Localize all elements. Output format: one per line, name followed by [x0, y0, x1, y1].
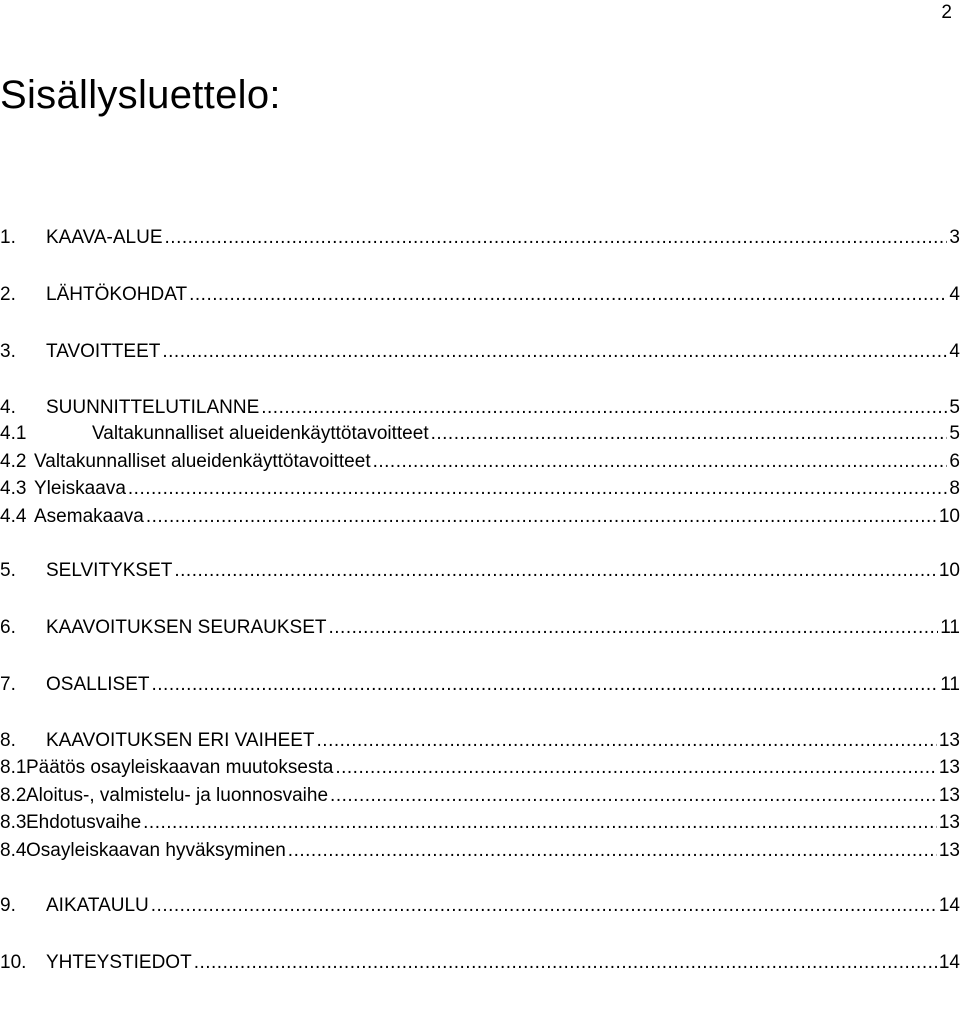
toc-entry-10[interactable]	[0, 951, 960, 975]
toc-entry-8-2[interactable]	[0, 784, 960, 808]
toc-entry-number: 4.	[0, 397, 16, 418]
toc-entry-title: Valtakunnalliset alueidenkäyttötavoitteet	[92, 423, 429, 444]
toc-leader-dots	[317, 729, 937, 753]
toc-entry-4-2[interactable]	[0, 450, 960, 474]
toc-entry-page: 14	[938, 895, 960, 916]
toc-entry-number: 8.4	[0, 840, 27, 861]
toc-leader-dots	[373, 450, 948, 474]
toc-entry-page: 13	[938, 840, 960, 861]
toc-entry-title: Asemakaava	[34, 506, 144, 527]
toc-entry-page: 5	[949, 397, 960, 418]
toc-entry-page: 4	[949, 341, 960, 362]
toc-title: Sisällysluettelo:	[0, 73, 281, 117]
toc-entry-page: 13	[938, 785, 960, 806]
toc-entry-7[interactable]	[0, 673, 960, 697]
toc-entry-9[interactable]	[0, 894, 960, 918]
toc-leader-dots	[146, 505, 937, 529]
toc-entry-page: 5	[949, 423, 960, 444]
toc-entry-page: 8	[949, 478, 960, 499]
toc-entry-number: 8.2	[0, 785, 27, 806]
toc-leader-dots	[165, 226, 948, 250]
toc-entry-8-4[interactable]	[0, 839, 960, 863]
toc-entry-number: 4.1	[0, 423, 27, 444]
toc-entry-title: Valtakunnalliset alueidenkäyttötavoitteet	[34, 451, 371, 472]
toc-leader-dots	[189, 283, 947, 307]
toc-entry-title: Ehdotusvaihe	[26, 812, 142, 833]
toc-entry-4[interactable]	[0, 396, 960, 420]
toc-entry-8[interactable]	[0, 729, 960, 753]
toc-entry-title: Osayleiskaavan hyväksyminen	[26, 840, 286, 861]
toc-entry-6[interactable]	[0, 616, 960, 640]
toc-entry-title: TAVOITTEET	[46, 341, 161, 362]
toc-leader-dots	[151, 894, 937, 918]
toc-entry-title: Yleiskaava	[34, 478, 126, 499]
toc-entry-page: 6	[949, 451, 960, 472]
toc-leader-dots	[261, 396, 947, 420]
toc-entry-title: SUUNNITTELUTILANNE	[46, 397, 260, 418]
toc-entry-1[interactable]	[0, 226, 960, 250]
toc-entry-number: 2.	[0, 284, 16, 305]
toc-entry-number: 6.	[0, 617, 16, 638]
toc-entry-number: 3.	[0, 341, 16, 362]
toc-leader-dots	[152, 673, 939, 697]
toc-entry-number: 7.	[0, 674, 16, 695]
toc-leader-dots	[288, 839, 937, 863]
toc-entry-8-1[interactable]	[0, 756, 960, 780]
toc-entry-8-3[interactable]	[0, 811, 960, 835]
toc-entry-page: 10	[938, 506, 960, 527]
toc-leader-dots	[330, 784, 937, 808]
toc-entry-title: KAAVOITUKSEN ERI VAIHEET	[46, 730, 315, 751]
toc-entry-number: 5.	[0, 560, 16, 581]
toc-entry-page: 13	[938, 757, 960, 778]
toc-entry-3[interactable]	[0, 340, 960, 364]
toc-entry-4-3[interactable]	[0, 477, 960, 501]
toc-entry-title: KAAVA-ALUE	[46, 227, 163, 248]
toc-entry-title: OSALLISET	[46, 674, 150, 695]
toc-leader-dots	[174, 559, 937, 583]
toc-entry-4-1[interactable]	[0, 422, 960, 446]
toc-entry-page: 4	[949, 284, 960, 305]
toc-entry-number: 4.3	[0, 478, 27, 499]
toc-entry-title: KAAVOITUKSEN SEURAUKSET	[46, 617, 327, 638]
toc-entry-page: 11	[940, 617, 960, 638]
toc-entry-page: 11	[940, 674, 960, 695]
toc-leader-dots	[431, 422, 948, 446]
toc-entry-number: 10.	[0, 952, 27, 973]
page-number: 2	[941, 2, 952, 23]
toc-entry-number: 8.	[0, 730, 16, 751]
toc-entry-page: 14	[938, 952, 960, 973]
toc-entry-5[interactable]	[0, 559, 960, 583]
toc-entry-title: AIKATAULU	[46, 895, 149, 916]
toc-entry-title: Aloitus-, valmistelu- ja luonnosvaihe	[26, 785, 329, 806]
toc-leader-dots	[128, 477, 948, 501]
toc-leader-dots	[194, 951, 937, 975]
toc-entry-title: SELVITYKSET	[46, 560, 173, 581]
toc-entry-number: 8.3	[0, 812, 27, 833]
toc-leader-dots	[162, 340, 947, 364]
toc-entry-page: 13	[938, 730, 960, 751]
toc-entry-title: YHTEYSTIEDOT	[46, 952, 192, 973]
toc-entry-2[interactable]	[0, 283, 960, 307]
toc-entry-number: 8.1	[0, 757, 27, 778]
toc-entry-page: 3	[949, 227, 960, 248]
toc-entry-number: 4.2	[0, 451, 27, 472]
toc-entry-page: 13	[938, 812, 960, 833]
toc-leader-dots	[143, 811, 937, 835]
toc-entry-title: Päätös osayleiskaavan muutoksesta	[26, 757, 334, 778]
toc-entry-title: LÄHTÖKOHDAT	[46, 284, 188, 305]
toc-entry-number: 4.4	[0, 506, 27, 527]
toc-entry-page: 10	[938, 560, 960, 581]
toc-entry-4-4[interactable]	[0, 505, 960, 529]
toc-entry-number: 1.	[0, 227, 16, 248]
toc-leader-dots	[335, 756, 937, 780]
toc-entry-number: 9.	[0, 895, 16, 916]
toc-leader-dots	[329, 616, 939, 640]
